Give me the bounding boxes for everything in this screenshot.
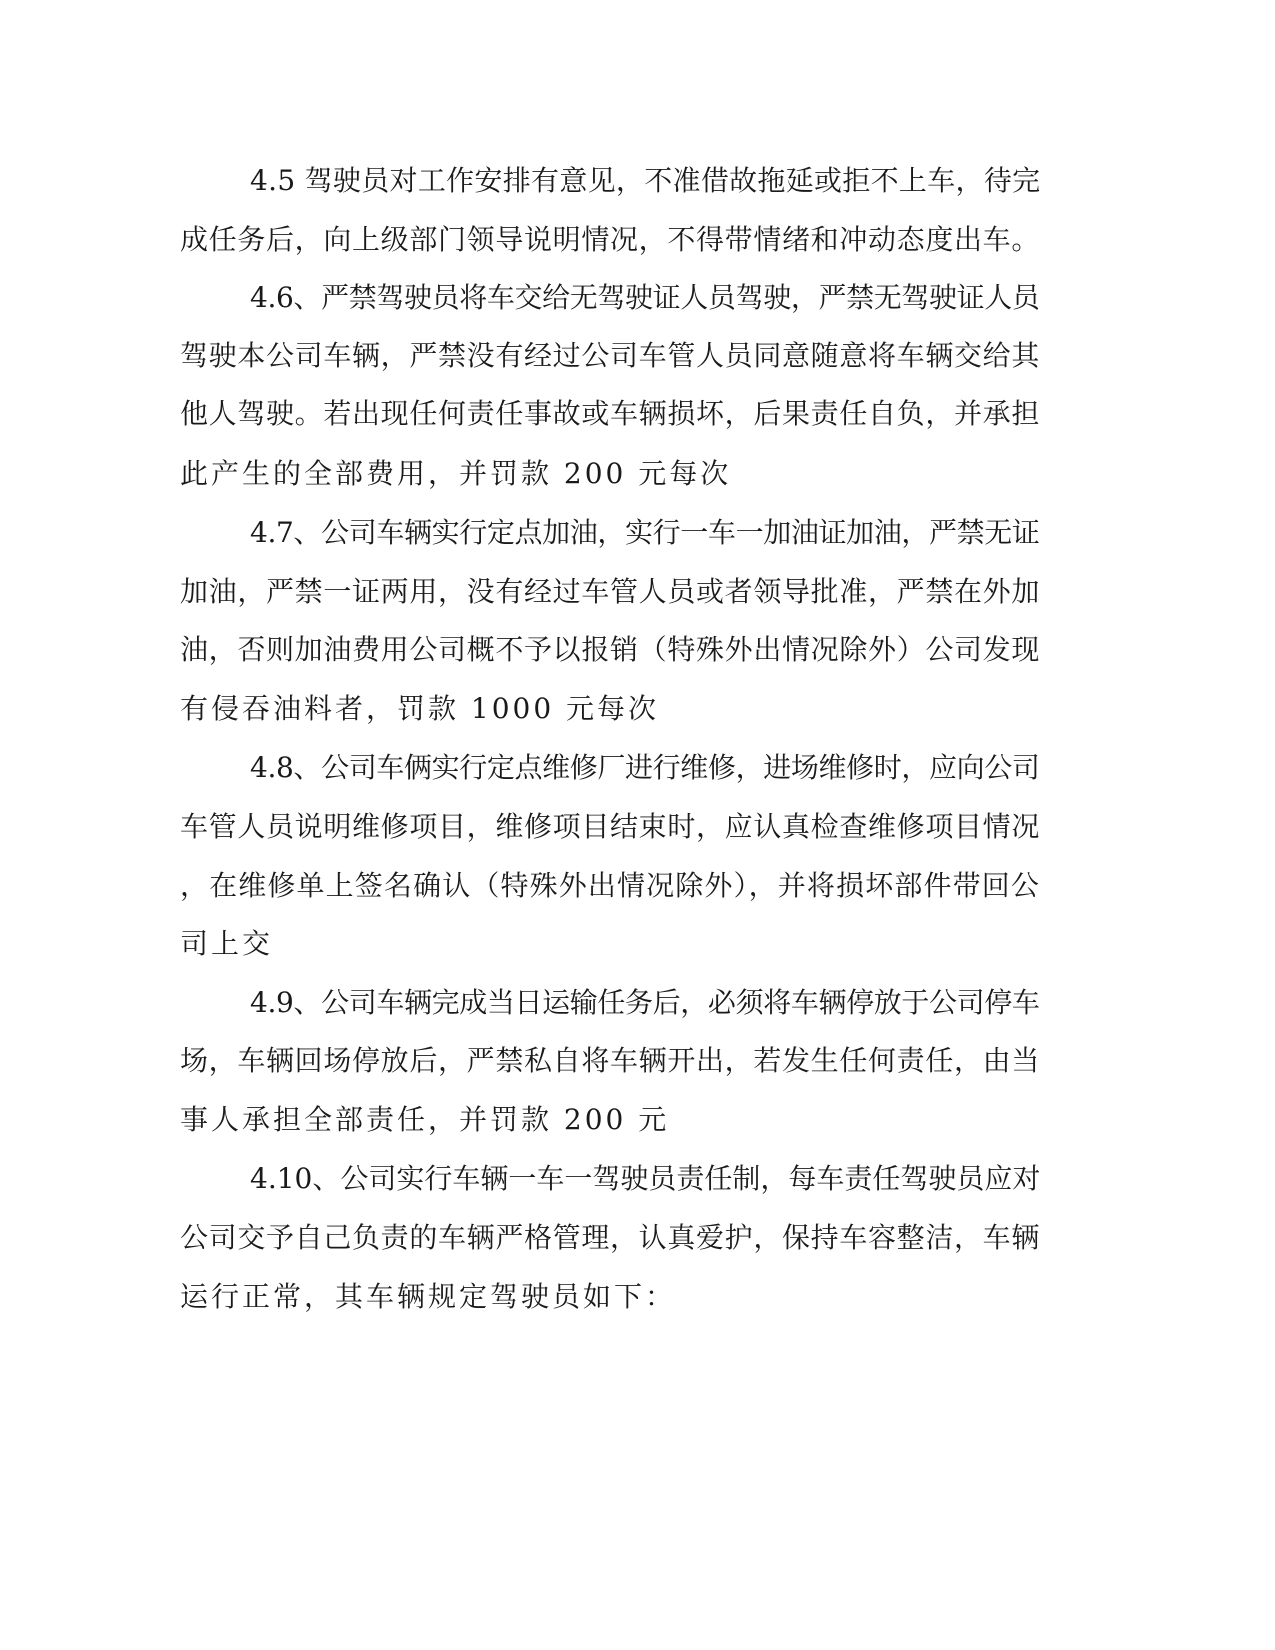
paragraph-4-7-line-3: 油，否则加油费用公司概不予以报销（特殊外出情况除外）公司发现: [180, 633, 1041, 666]
paragraph-4-7-line-2: 加油，严禁一证两用，没有经过车管人员或者领导批准，严禁在外加: [180, 575, 1041, 608]
paragraph-4-10-line-2: 公司交予自己负责的车辆严格管理，认真爱护，保持车容整洁，车辆: [180, 1221, 1041, 1254]
paragraph-4-8-line-2: 车管人员说明维修项目，维修项目结束时，应认真检查维修项目情况: [180, 810, 1041, 843]
paragraph-4-7-line-4: 有侵吞油料者，罚款 1000 元每次: [180, 692, 660, 725]
paragraph-4-6-line-1: 4.6、严禁驾驶员将车交给无驾驶证人员驾驶，严禁无驾驶证人员: [250, 281, 1040, 314]
paragraph-4-10-line-1: 4.10、公司实行车辆一车一驾驶员责任制，每车责任驾驶员应对: [250, 1162, 1041, 1195]
paragraph-4-9-line-2: 场，车辆回场停放后，严禁私自将车辆开出，若发生任何责任，由当: [180, 1044, 1041, 1077]
paragraph-4-10-line-3: 运行正常，其车辆规定驾驶员如下：: [180, 1280, 677, 1313]
paragraph-4-6-line-4: 此产生的全部费用，并罚款 200 元每次: [180, 457, 732, 490]
paragraph-4-5-line-1: 4.5 驾驶员对工作安排有意见，不准借故拖延或拒不上车，待完: [250, 164, 1041, 197]
paragraph-4-6-line-3: 他人驾驶。若出现任何责任事故或车辆损坏，后果责任自负，并承担: [180, 397, 1041, 430]
paragraph-4-9-line-1: 4.9、公司车辆完成当日运输任务后，必须将车辆停放于公司停车: [250, 986, 1040, 1019]
paragraph-4-8-line-3: ，在维修单上签名确认（特殊外出情况除外），并将损坏部件带回公: [180, 869, 1041, 902]
paragraph-4-8-line-1: 4.8、公司车俩实行定点维修厂进行维修，进场维修时，应向公司: [250, 751, 1040, 784]
paragraph-4-8-line-4: 司上交: [180, 927, 274, 960]
paragraph-4-7-line-1: 4.7、公司车辆实行定点加油，实行一车一加油证加油，严禁无证: [250, 516, 1040, 549]
paragraph-4-6-line-2: 驾驶本公司车辆，严禁没有经过公司车管人员同意随意将车辆交给其: [180, 339, 1041, 372]
paragraph-4-9-line-3: 事人承担全部责任，并罚款 200 元: [180, 1103, 670, 1136]
paragraph-4-5-line-2: 成任务后，向上级部门领导说明情况，不得带情绪和冲动态度出车。: [180, 223, 1041, 256]
